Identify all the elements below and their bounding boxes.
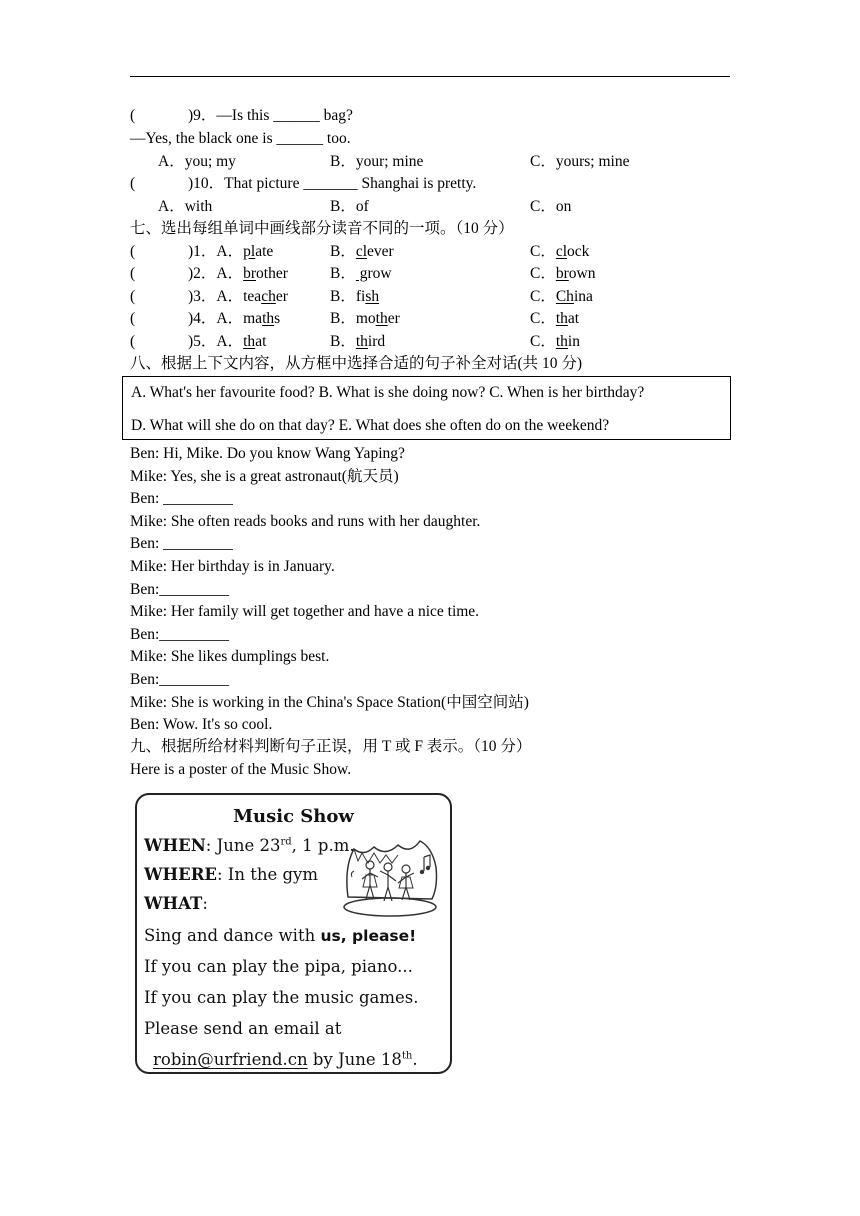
poster-title: Music Show xyxy=(233,806,354,827)
option-b-prefix: B． xyxy=(330,243,356,260)
option-c-underlined: th xyxy=(555,333,568,350)
poster-games-line: If you can play the music games. xyxy=(144,988,419,1007)
q10-option-b: B．of xyxy=(330,198,369,215)
options-box-line-2: D. What will she do on that day? E. What does she often do on the weekend? xyxy=(131,417,610,434)
option-c-underlined: br xyxy=(555,265,569,282)
dialogue-line: Mike: Her birthday is in January. xyxy=(130,558,335,575)
header-rule xyxy=(130,76,730,77)
option-a-prefix: A． xyxy=(216,265,244,282)
dialogue-line: Ben: Wow. It's so cool. xyxy=(130,716,273,734)
dialogue-line: Ben:_________ xyxy=(130,580,230,598)
music-show-poster xyxy=(135,793,452,1074)
stage-performers-illustration xyxy=(340,827,440,922)
sing-text: Sing and dance with xyxy=(144,926,316,945)
option-a-underlined: th xyxy=(262,310,275,327)
paren: ( xyxy=(130,243,136,260)
section7-row-paren xyxy=(130,286,135,308)
paren: ( xyxy=(130,265,136,282)
dialogue-line: Mike: She often reads books and runs with her daughter. xyxy=(130,512,481,530)
option-a-suffix: other xyxy=(256,265,288,282)
poster-when xyxy=(144,836,355,856)
options-box-line-1: A. What's her favourite food? B. What is she doing now? C. When is her birthday? xyxy=(131,384,645,401)
option-c-prefix: C． xyxy=(530,265,556,282)
option-a-suffix: at xyxy=(255,333,267,350)
option-a-underlined: pl xyxy=(243,243,256,260)
option-c-prefix: C． xyxy=(530,288,556,305)
dialogue-line: Ben: _________ xyxy=(130,535,233,553)
when-value: : June 23 xyxy=(205,836,281,855)
q9-option-a: A．you; my xyxy=(158,153,236,170)
section7-row-paren xyxy=(130,331,135,353)
paren: ( xyxy=(130,288,136,305)
option-a-suffix: er xyxy=(275,288,288,305)
section7-row-option-b xyxy=(330,331,385,353)
paren: ( xyxy=(130,310,136,327)
section9-intro: Here is a poster of the Music Show. xyxy=(130,761,352,778)
option-c-underlined: th xyxy=(555,310,568,327)
option-c-prefix: C． xyxy=(530,333,556,350)
email-address: robin@urfriend.cn xyxy=(153,1050,308,1069)
dialogue-line: Ben:_________ xyxy=(130,671,230,688)
poster-email-line: Please send an email at xyxy=(144,1019,342,1038)
option-b-suffix: er xyxy=(387,310,400,327)
option-a-prefix: A． xyxy=(216,333,244,350)
section7-row-paren xyxy=(130,263,135,285)
row-number: )2． xyxy=(188,265,217,282)
options-box xyxy=(122,376,731,440)
option-c-suffix: own xyxy=(568,265,596,282)
row-number: )4． xyxy=(188,310,217,327)
option-b-underlined: g xyxy=(355,265,368,282)
where-label: WHERE xyxy=(144,865,217,884)
section7-row-option-a xyxy=(188,331,266,353)
when-sup: rd xyxy=(280,836,292,848)
poster-where xyxy=(144,865,318,885)
section7-row-option-c xyxy=(530,263,595,285)
dialogue-line: Ben:_________ xyxy=(130,625,230,643)
section7-row-option-a xyxy=(188,241,273,263)
section7-row-option-b xyxy=(330,308,400,330)
section7-title: 七、选出每组单词中画线部分读音不同的一项。（10 分） xyxy=(130,220,514,237)
option-b-underlined: th xyxy=(375,310,388,327)
option-a-suffix: ate xyxy=(255,243,274,260)
what-label: WHAT xyxy=(144,894,203,913)
option-c-prefix: C． xyxy=(530,310,556,327)
section7-row-paren xyxy=(130,308,135,330)
option-b-suffix: ever xyxy=(367,243,394,260)
deadline-sup: th xyxy=(401,1050,413,1062)
section7-row-option-a xyxy=(188,286,288,308)
section7-row-option-c xyxy=(530,308,579,330)
option-b-prefix: B． xyxy=(330,333,356,350)
section7-row-option-c xyxy=(530,331,580,353)
option-c-underlined: cl xyxy=(555,243,568,260)
option-c-suffix: in xyxy=(567,333,580,350)
what-colon: : xyxy=(202,894,208,913)
section7-row-option-c xyxy=(530,286,593,308)
poster-deadline-line xyxy=(153,1050,418,1070)
option-a-underlined: th xyxy=(243,333,256,350)
option-c-suffix: ock xyxy=(567,243,590,260)
deadline-period: . xyxy=(412,1050,418,1069)
when-time: , 1 p.m. xyxy=(291,836,355,855)
section7-row-option-b xyxy=(330,241,394,263)
section7-row-option-a xyxy=(188,263,288,285)
q9-text: )9．—Is this ______ bag? xyxy=(188,107,353,124)
deadline-text: by June 18 xyxy=(307,1050,402,1069)
dialogue-line: Mike: She likes dumplings best. xyxy=(130,648,330,666)
q10-text: )10．That picture _______ Shanghai is pretty. xyxy=(188,175,477,192)
option-a-suffix: s xyxy=(274,310,281,327)
section7-row-paren xyxy=(130,241,135,263)
section7-row-option-c xyxy=(530,241,589,263)
q9-paren: ( xyxy=(130,107,136,124)
dialogue-line: Ben: _________ xyxy=(130,490,233,508)
option-b-prefix: B．fi xyxy=(330,288,366,305)
option-c-suffix: ina xyxy=(573,288,593,305)
dialogue-line: Mike: She is working in the China's Space Station(中国空间站) xyxy=(130,693,529,711)
please-text: us, please! xyxy=(320,927,417,945)
dialogue-line: Mike: Yes, she is a great astronaut(航天员) xyxy=(130,467,399,485)
option-c-prefix: C． xyxy=(530,243,556,260)
option-b-prefix: B．mo xyxy=(330,310,376,327)
option-c-suffix: at xyxy=(567,310,580,327)
option-a-prefix: A．ma xyxy=(216,310,263,327)
option-b-suffix: row xyxy=(367,265,392,282)
section7-row-option-b xyxy=(330,263,392,285)
where-value: : In the gym xyxy=(217,865,318,884)
section7-row-option-a xyxy=(188,308,280,330)
row-number: )3． xyxy=(188,288,217,305)
option-b-underlined: sh xyxy=(365,288,380,305)
option-b-underlined: cl xyxy=(355,243,368,260)
option-a-underlined: ch xyxy=(261,288,276,305)
poster-pipa-line: If you can play the pipa, piano... xyxy=(144,957,413,976)
paren: ( xyxy=(130,333,136,350)
option-c-underlined: Ch xyxy=(555,288,574,305)
q9-reply: —Yes, the black one is ______ too. xyxy=(130,130,351,147)
section8-title: 八、根据上下文内容，从方框中选择合适的句子补全对话(共 10 分) xyxy=(130,355,583,372)
option-a-underlined: br xyxy=(243,265,257,282)
poster-sing-line xyxy=(144,926,416,946)
q9-option-b: B．your; mine xyxy=(330,153,424,170)
option-a-prefix: A．tea xyxy=(216,288,262,305)
section7-row-option-b xyxy=(330,286,379,308)
dialogue-line: Mike: Her family will get together and have a nice time. xyxy=(130,603,480,621)
section9-title: 九、根据所给材料判断句子正误，用 T 或 F 表示。（10 分） xyxy=(130,738,532,755)
option-b-suffix: ird xyxy=(367,333,386,350)
option-b-underlined: th xyxy=(355,333,368,350)
poster-what xyxy=(144,894,208,914)
row-number: )1． xyxy=(188,243,217,260)
row-number: )5． xyxy=(188,333,217,350)
option-a-prefix: A． xyxy=(216,243,244,260)
q10-option-c: C．on xyxy=(530,198,572,215)
dialogue-line: Ben: Hi, Mike. Do you know Wang Yaping? xyxy=(130,445,405,462)
q9-option-c: C．yours; mine xyxy=(530,153,630,170)
q10-option-a: A．with xyxy=(158,198,213,215)
option-b-prefix: B． xyxy=(330,265,356,282)
q10-paren: ( xyxy=(130,175,136,192)
when-label: WHEN xyxy=(144,836,206,855)
